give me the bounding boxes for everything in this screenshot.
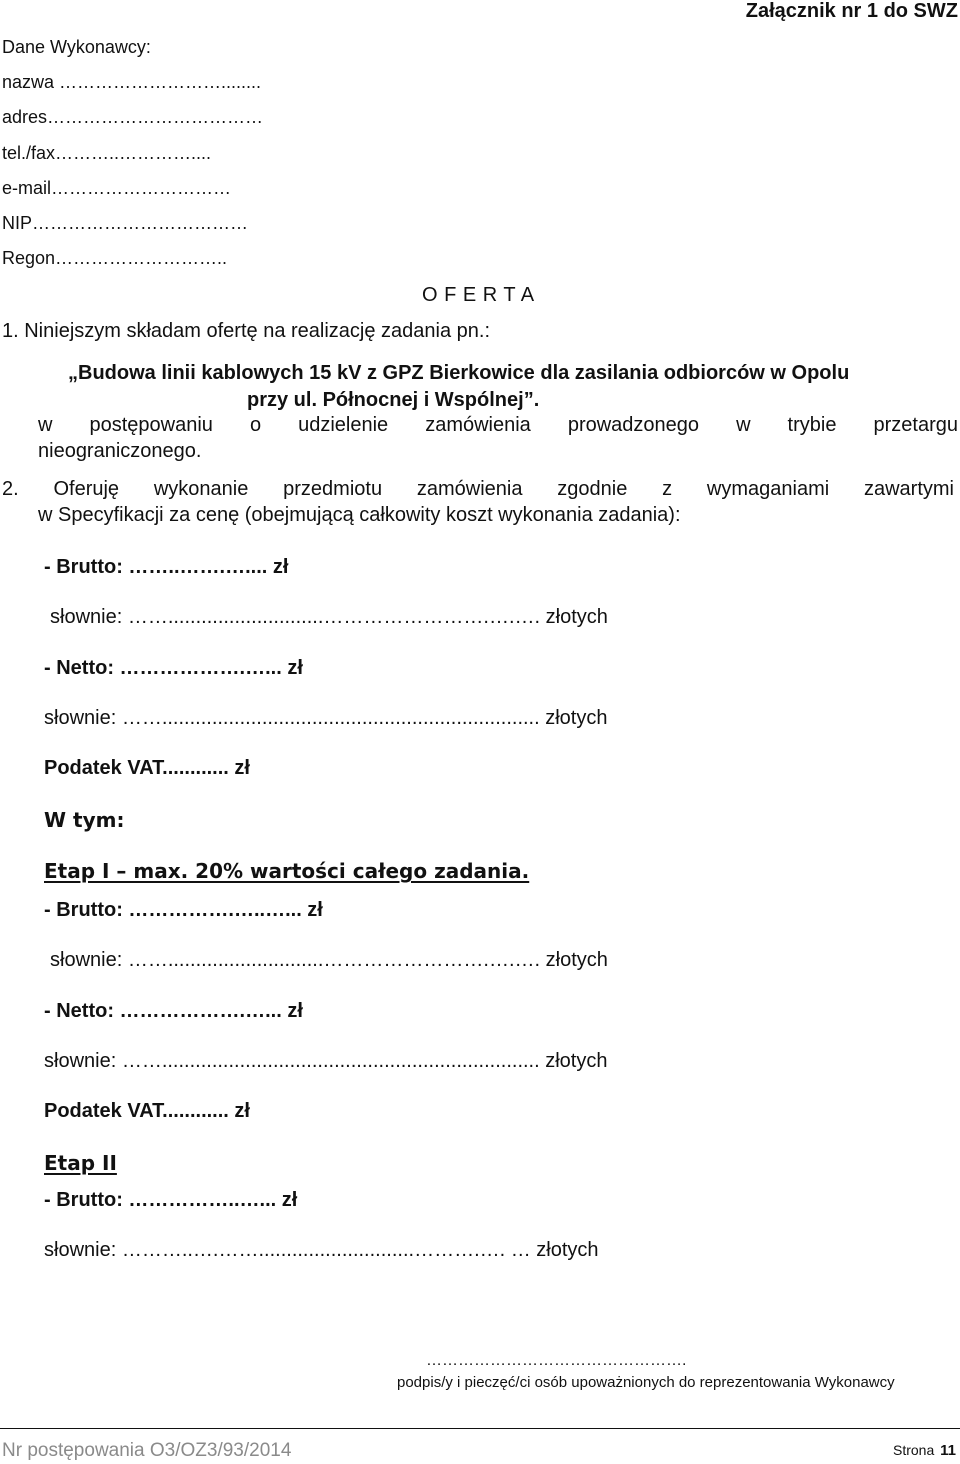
contractor-field-email: [2, 178, 231, 199]
stage1-brutto-words: słownie: ……............................…………………….….…. złotych: [50, 949, 608, 971]
stage1-brutto: - Brutto: …………….…..…... zł: [44, 899, 323, 921]
contractor-field-address: [2, 107, 263, 128]
field-label: Regon: [2, 248, 56, 268]
stage1-netto-words: słownie: …….................................................................... złotych: [44, 1050, 608, 1072]
field-label: tel./fax: [2, 143, 56, 163]
field-label: nazwa: [2, 72, 55, 92]
total-netto-words: słownie: …….................................................................... złotych: [44, 707, 608, 729]
field-label: NIP: [2, 213, 33, 233]
page-label: Strona: [893, 1442, 935, 1458]
procedure-line1: w postępowaniu o udzielenie zamówienia prowadzonego w trybie przetargu: [38, 414, 958, 436]
page-number: 11: [940, 1442, 956, 1459]
stage2-brutto: - Brutto: ……………..…... zł: [44, 1189, 298, 1211]
field-fill: ………………………………: [32, 213, 249, 233]
signature-dots: ………………………………………….: [426, 1352, 687, 1369]
contractor-field-regon: [2, 248, 227, 269]
footer-divider: [0, 1428, 960, 1429]
contractor-field-nip: [2, 213, 248, 234]
stage2-heading: Etap II: [44, 1151, 117, 1175]
field-label: adres: [2, 107, 48, 127]
annex-label: Załącznik nr 1 do SWZ: [745, 0, 958, 22]
field-fill: ………………………………: [47, 107, 264, 127]
task-title-line2: przy ul. Północnej i Wspólnej”.: [247, 389, 540, 411]
contractor-field-name: [2, 72, 261, 93]
field-fill: ………………………........: [54, 72, 262, 92]
task-title-line1: „Budowa linii kablowych 15 kV z GPZ Bierkowice dla zasilania odbiorców w Opolu: [68, 362, 850, 384]
contractor-field-phone: [2, 143, 211, 164]
field-fill: …………………………: [51, 178, 232, 198]
offer-intro: 1. Niniejszym składam ofertę na realizację zadania pn.:: [2, 320, 491, 342]
contractor-heading: Dane Wykonawcy:: [2, 37, 151, 57]
total-vat: Podatek VAT............ zł: [44, 757, 250, 779]
offer-title: O F E R T A: [422, 284, 535, 306]
signature-caption: podpis/y i pieczęć/ci osób upoważnionych do reprezentowania Wykonawcy: [397, 1374, 895, 1391]
offer-point2-line1: 2. Oferuję wykonanie przedmiotu zamówienia zgodnie z wymaganiami zawartymi: [2, 478, 954, 500]
footer-page-indicator: [893, 1442, 956, 1459]
of-which-label: W tym:: [44, 808, 125, 832]
procedure-line2: nieograniczonego.: [38, 440, 202, 462]
field-fill: ………..…………....: [55, 143, 212, 163]
footer-procedure-number: Nr postępowania O3/OZ3/93/2014: [2, 1440, 292, 1461]
stage1-vat: Podatek VAT............ zł: [44, 1100, 250, 1122]
total-brutto: - Brutto: ……..…….….... zł: [44, 556, 289, 578]
stage1-heading: Etap I – max. 20% wartości całego zadania.: [44, 859, 530, 883]
total-brutto-words: słownie: ……............................…………………….….…. złotych: [50, 606, 608, 628]
stage2-brutto-words: słownie: ………..….……............................……….…. … złotych: [44, 1239, 599, 1261]
total-netto: - Netto: ……………….…... zł: [44, 657, 303, 679]
offer-point2-line2: w Specyfikacji za cenę (obejmującą całkowity koszt wykonania zadania):: [38, 504, 681, 526]
stage1-netto: - Netto: ……………….…... zł: [44, 1000, 303, 1022]
field-label: e-mail: [2, 178, 52, 198]
field-fill: ………………………..: [55, 248, 228, 268]
